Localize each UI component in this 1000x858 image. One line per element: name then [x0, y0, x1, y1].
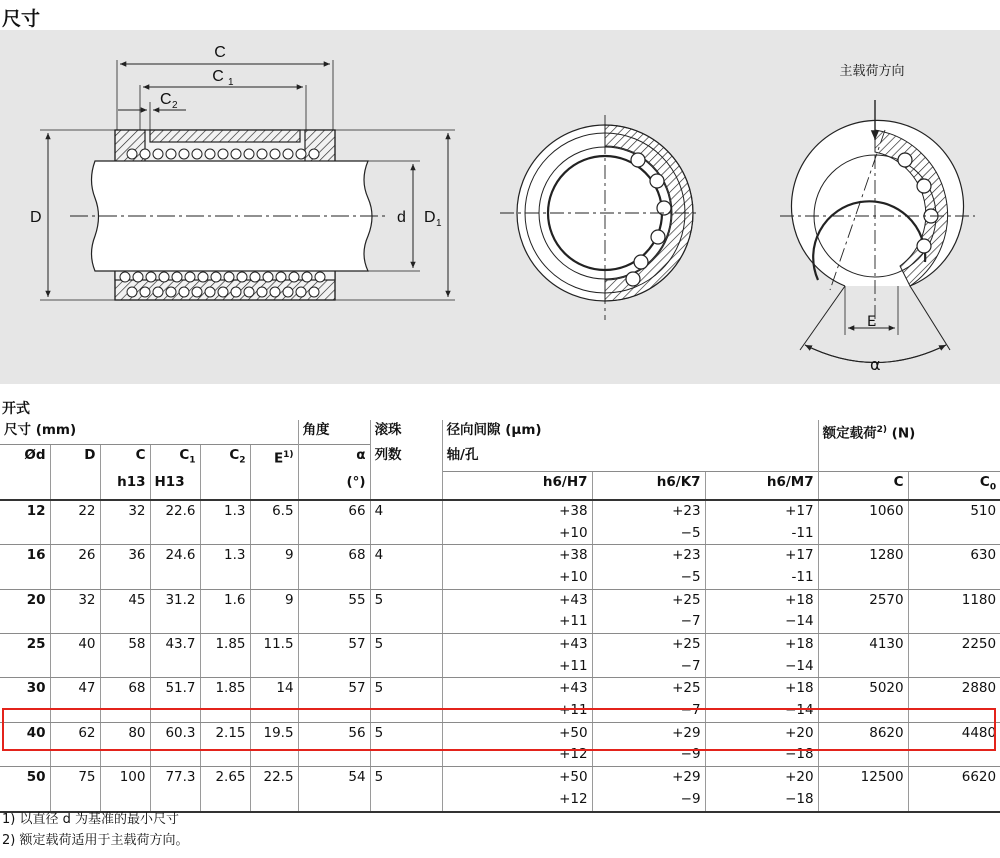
table-row [0, 678, 1000, 700]
cell-m7: -11 [705, 523, 818, 545]
cell-C1: 24.6 [150, 545, 200, 567]
cell-C: 45 [100, 589, 150, 611]
table-row [0, 500, 1000, 523]
cell-alpha: 56 [298, 722, 370, 744]
cell-C2: 1.85 [200, 678, 250, 700]
header-C2: $C_2$ [200, 445, 250, 472]
header-d: Ød [0, 445, 50, 472]
technical-drawing [0, 30, 1000, 384]
cell-m7: −14 [705, 611, 818, 633]
cell-k7: −5 [592, 567, 705, 589]
cell-m7: −14 [705, 656, 818, 678]
cell-rows: 5 [370, 634, 442, 656]
cell-m7: −18 [705, 789, 818, 812]
cell-k7: −7 [592, 611, 705, 633]
page-title: 尺寸 [2, 8, 41, 30]
cell-D: 62 [50, 722, 100, 744]
cell-rows: 5 [370, 589, 442, 611]
header-balls-2: 列数 [370, 445, 442, 472]
header-C1-tol: H13 [150, 472, 200, 500]
cell-alpha: 68 [298, 545, 370, 567]
cell-alpha: 54 [298, 767, 370, 789]
cell-C: 36 [100, 545, 150, 567]
cell-m7: +17 [705, 500, 818, 523]
cell-C0: 4480 [908, 722, 1000, 744]
cell-h7: +50 [442, 722, 592, 744]
cell-C0: 6620 [908, 767, 1000, 789]
label-C2: C [160, 91, 172, 108]
table-row [0, 722, 1000, 744]
label-C1-sub: 1 [228, 77, 234, 88]
table-row [0, 567, 1000, 589]
cell-k7: −5 [592, 523, 705, 545]
cell-h7: +43 [442, 589, 592, 611]
header-h6H7: h6/H7 [442, 472, 592, 500]
header-C: C [100, 445, 150, 472]
cell-C2: 1.85 [200, 634, 250, 656]
label-alpha: α [870, 355, 881, 374]
cell-k7: +29 [592, 722, 705, 744]
cell-m7: +18 [705, 634, 818, 656]
cell-D: 26 [50, 545, 100, 567]
cell-m7: +20 [705, 767, 818, 789]
table-row [0, 611, 1000, 633]
header-balls-1: 滚珠 [370, 420, 442, 445]
label-D1-sub: 1 [436, 218, 442, 229]
spec-table [0, 420, 1000, 813]
cell-alpha: 55 [298, 589, 370, 611]
cell-d: 50 [26, 769, 46, 786]
cell-E: 9 [250, 589, 298, 611]
footnote-1: 1) 以直径 d 为基准的最小尺寸 [2, 812, 179, 827]
table-row [0, 589, 1000, 611]
header-D: D [50, 445, 100, 472]
cell-d: 16 [26, 547, 46, 564]
label-C1: C [212, 68, 224, 85]
cell-k7: −7 [592, 656, 705, 678]
table-row [0, 767, 1000, 789]
side-view [40, 60, 455, 300]
cell-C1: 43.7 [150, 634, 200, 656]
cell-C_dyn: 1280 [818, 545, 908, 567]
cell-E: 22.5 [250, 767, 298, 789]
cell-C: 68 [100, 678, 150, 700]
cell-h7: +43 [442, 634, 592, 656]
cell-h7: +12 [442, 744, 592, 766]
header-h6K7: h6/K7 [592, 472, 705, 500]
label-D1: D [424, 209, 436, 226]
header-angle: 角度 [298, 420, 370, 445]
cell-D: 40 [50, 634, 100, 656]
cell-d: 20 [26, 591, 46, 608]
cell-C_dyn: 5020 [818, 678, 908, 700]
header-row-2 [0, 445, 1000, 472]
cell-C: 100 [100, 767, 150, 789]
label-D: D [30, 209, 42, 226]
cell-rows: 4 [370, 500, 442, 523]
header-row-1 [0, 420, 1000, 445]
cell-k7: +23 [592, 545, 705, 567]
cell-rows: 4 [370, 545, 442, 567]
cell-C1: 31.2 [150, 589, 200, 611]
cell-C0: 510 [908, 500, 1000, 523]
header-alpha: α [298, 445, 370, 472]
cell-d: 40 [26, 724, 46, 741]
header-Cdyn: C [818, 472, 908, 500]
cell-E: 14 [250, 678, 298, 700]
cell-C2: 2.15 [200, 722, 250, 744]
cell-m7: -11 [705, 567, 818, 589]
end-view-2 [780, 100, 975, 363]
cell-C_dyn: 12500 [818, 767, 908, 789]
cell-k7: +25 [592, 589, 705, 611]
footnote-2: 2) 额定载荷适用于主载荷方向。 [2, 833, 189, 848]
cell-E: 6.5 [250, 500, 298, 523]
cell-h7: +11 [442, 611, 592, 633]
cell-E: 9 [250, 545, 298, 567]
table-row [0, 634, 1000, 656]
cell-h7: +11 [442, 656, 592, 678]
header-C1: $C_1$ [150, 445, 200, 472]
cell-C2: 1.3 [200, 500, 250, 523]
cell-C_dyn: 8620 [818, 722, 908, 744]
cell-d: 30 [26, 680, 46, 697]
header-C0: $C_0$ [908, 472, 1000, 500]
section-title: 开式 [2, 401, 30, 417]
header-clearance: 径向间隙 (µm) [442, 420, 818, 445]
cell-C1: 77.3 [150, 767, 200, 789]
cell-rows: 5 [370, 767, 442, 789]
header-h6M7: h6/M7 [705, 472, 818, 500]
table-row [0, 700, 1000, 722]
cell-C1: 60.3 [150, 722, 200, 744]
cell-k7: −9 [592, 744, 705, 766]
cell-h7: +38 [442, 500, 592, 523]
cell-m7: −14 [705, 700, 818, 722]
cell-m7: −18 [705, 744, 818, 766]
cell-C0: 630 [908, 545, 1000, 567]
cell-alpha: 66 [298, 500, 370, 523]
cell-C: 58 [100, 634, 150, 656]
cell-rows: 5 [370, 722, 442, 744]
cell-m7: +18 [705, 678, 818, 700]
cell-D: 47 [50, 678, 100, 700]
cell-C: 80 [100, 722, 150, 744]
cell-k7: +25 [592, 678, 705, 700]
table-row [0, 744, 1000, 766]
cell-C2: 1.3 [200, 545, 250, 567]
header-C-tol: h13 [100, 472, 150, 500]
header-load-rating: 额定载荷$^{2)}$ (N) [818, 420, 1000, 445]
label-C2-sub: 2 [172, 100, 178, 111]
header-E: $E^{1)}$ [250, 445, 298, 472]
cell-k7: +25 [592, 634, 705, 656]
cell-D: 75 [50, 767, 100, 789]
table-row [0, 656, 1000, 678]
cell-C1: 22.6 [150, 500, 200, 523]
cell-alpha: 57 [298, 678, 370, 700]
end-view-1 [500, 115, 700, 320]
header-shaft-hole: 轴/孔 [442, 445, 818, 472]
table-row [0, 545, 1000, 567]
cell-h7: +10 [442, 523, 592, 545]
cell-k7: −7 [592, 700, 705, 722]
cell-m7: +18 [705, 589, 818, 611]
cell-C0: 2250 [908, 634, 1000, 656]
cell-D: 32 [50, 589, 100, 611]
cell-k7: −9 [592, 789, 705, 812]
cell-m7: +17 [705, 545, 818, 567]
cell-C_dyn: 4130 [818, 634, 908, 656]
cell-h7: +43 [442, 678, 592, 700]
cell-m7: +20 [705, 722, 818, 744]
header-alpha-unit: (°) [298, 472, 370, 500]
cell-C_dyn: 1060 [818, 500, 908, 523]
label-E: E [867, 314, 876, 330]
table-row [0, 523, 1000, 545]
cell-C_dyn: 2570 [818, 589, 908, 611]
header-dims: 尺寸 (mm) [4, 422, 77, 438]
cell-h7: +50 [442, 767, 592, 789]
cell-h7: +10 [442, 567, 592, 589]
cell-h7: +38 [442, 545, 592, 567]
cell-h7: +12 [442, 789, 592, 812]
cell-C2: 1.6 [200, 589, 250, 611]
label-C: C [214, 44, 226, 61]
cell-C: 32 [100, 500, 150, 523]
cell-C0: 1180 [908, 589, 1000, 611]
cell-E: 11.5 [250, 634, 298, 656]
header-row-3 [0, 472, 1000, 500]
cell-C1: 51.7 [150, 678, 200, 700]
cell-C0: 2880 [908, 678, 1000, 700]
cell-d: 12 [26, 502, 46, 519]
cell-C2: 2.65 [200, 767, 250, 789]
cell-E: 19.5 [250, 722, 298, 744]
cell-h7: +11 [442, 700, 592, 722]
bearing-drawing-svg [0, 30, 1000, 384]
cell-d: 25 [26, 636, 46, 652]
cell-D: 22 [50, 500, 100, 523]
cell-k7: +23 [592, 500, 705, 523]
label-d: d [397, 209, 406, 226]
cell-alpha: 57 [298, 634, 370, 656]
label-main-load-direction: 主载荷方向 [839, 64, 905, 79]
cell-rows: 5 [370, 678, 442, 700]
cell-k7: +29 [592, 767, 705, 789]
